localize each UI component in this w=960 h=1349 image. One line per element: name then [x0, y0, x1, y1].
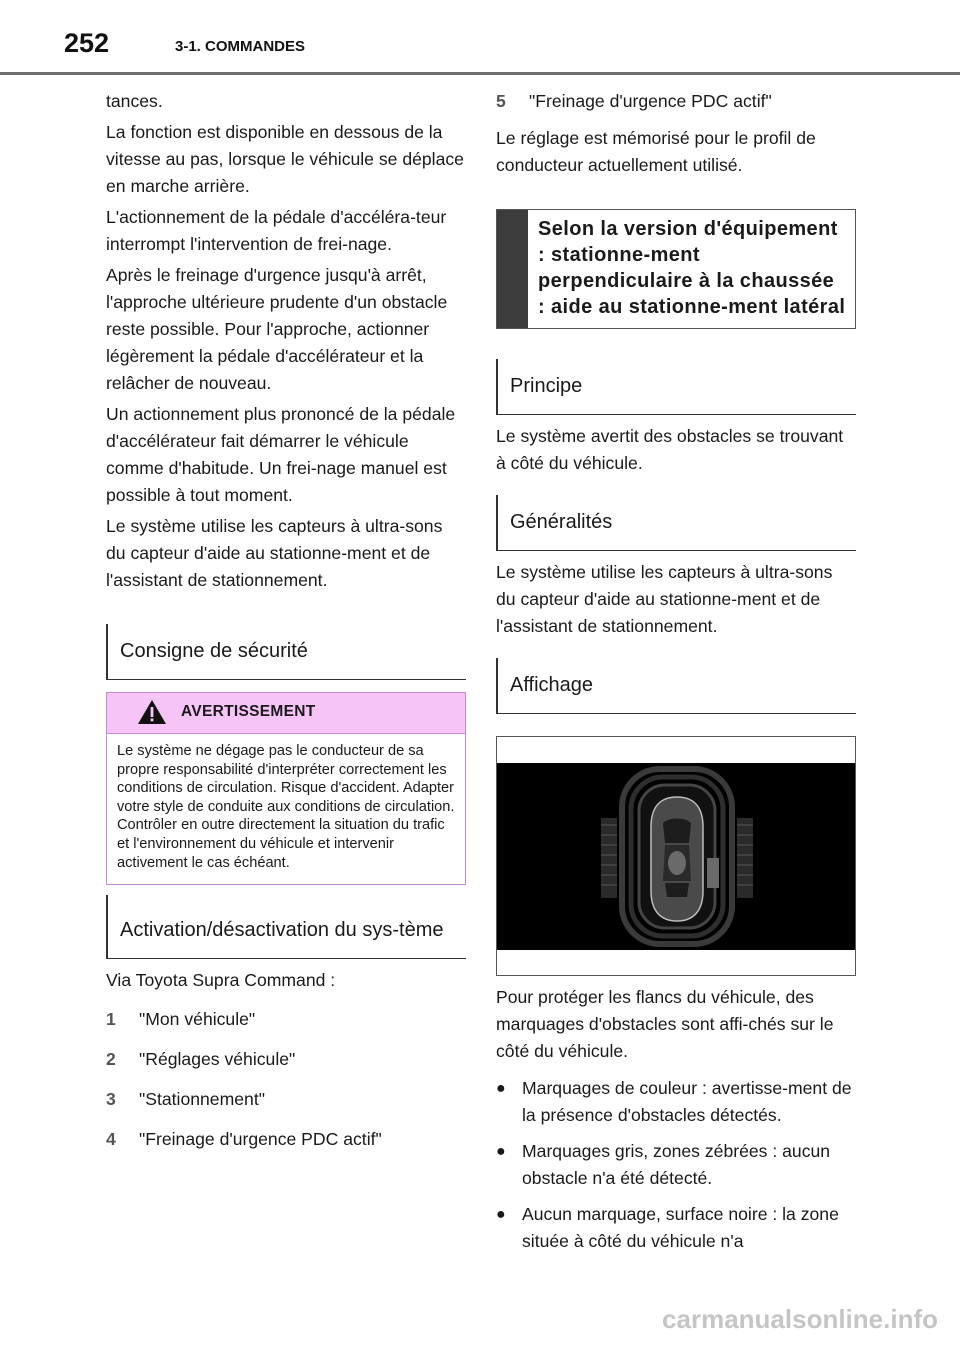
- principle-text: Le système avertit des obstacles se trouvant à côté du véhicule.: [496, 426, 844, 473]
- list-item: [496, 1075, 856, 1129]
- via-text: Via Toyota Supra Command :: [106, 970, 336, 991]
- step-number: 2: [106, 1049, 116, 1070]
- memorized-text: Le réglage est mémorisé pour le profil de conducteur actuellement utilisé.: [496, 128, 816, 175]
- parking-display-screen: [497, 763, 855, 950]
- step-text: "Freinage d'urgence PDC actif": [139, 1129, 382, 1150]
- step-item: [106, 1086, 466, 1113]
- step-number: 3: [106, 1089, 116, 1110]
- activation-heading: Activation/désactivation du sys-tème: [106, 895, 466, 959]
- warning-title: AVERTISSEMENT: [181, 703, 316, 720]
- paragraph: tances.: [106, 91, 163, 111]
- bullet-icon: ●: [496, 1080, 506, 1097]
- step-number: 1: [106, 1009, 116, 1030]
- protect-text: Pour protéger les flancs du véhicule, des marquages d'obstacles sont affi-chés sur le côté du véhicule.: [496, 987, 834, 1061]
- step-item: [496, 88, 856, 115]
- step-text: "Réglages véhicule": [139, 1049, 296, 1070]
- general-text: Le système utilise les capteurs à ultra-sons du capteur d'aide au stationne-ment et de l'assistant de stationnement.: [496, 562, 833, 636]
- right-column: [496, 88, 856, 1264]
- watermark: carmanualsonline.info: [662, 1304, 938, 1334]
- warning-header: [107, 693, 465, 734]
- list-item-text: Marquages de couleur : avertisse-ment de la présence d'obstacles détectés.: [522, 1078, 852, 1125]
- equipment-bar: [497, 210, 528, 328]
- step-text: "Stationnement": [139, 1089, 265, 1110]
- paragraph: La fonction est disponible en dessous de la vitesse au pas, lorsque le véhicule se déplace en marche arrière.: [106, 122, 464, 196]
- warning-text: Le système ne dégage pas le conducteur de sa propre responsabilité d'interpréter correctement les conditions de circulation. Risque d'accident. Adapter votre style de conduite aux conditions de circulation. Contrôler en outre directement la situation du trafic et l'environnement du véhicule et intervenir activement le cas échéant.: [117, 743, 455, 871]
- header-divider: [0, 72, 960, 75]
- step-number: 4: [106, 1129, 116, 1150]
- bullet-list: [496, 1075, 856, 1255]
- step-number: 5: [496, 91, 506, 111]
- list-item: [496, 1201, 856, 1255]
- safety-heading: Consigne de sécurité: [106, 624, 466, 680]
- paragraph: Après le freinage d'urgence jusqu'à arrêt, l'approche ultérieure prudente d'un obstacle reste possible. Pour l'approche, actionner légèrement la pédale d'accélérateur et la relâcher de nouveau.: [106, 265, 448, 393]
- principle-heading: Principe: [496, 359, 856, 415]
- parking-display-figure: [496, 736, 856, 976]
- car-top-view-illustration: [497, 763, 855, 950]
- step-text: "Freinage d'urgence PDC actif": [529, 91, 772, 111]
- left-column: [106, 88, 466, 1166]
- page-number: 252: [64, 28, 110, 58]
- general-heading: Généralités: [496, 495, 856, 551]
- bullet-icon: ●: [496, 1206, 506, 1223]
- step-item: [106, 1046, 466, 1073]
- step-item: [106, 1126, 466, 1153]
- step-item: [106, 1006, 466, 1033]
- list-item-text: Marquages gris, zones zébrées : aucun obstacle n'a été détecté.: [522, 1141, 831, 1188]
- equipment-box: [496, 209, 856, 329]
- list-item: [496, 1138, 856, 1192]
- warning-box: [106, 692, 466, 885]
- section-title: 3-1. COMMANDES: [175, 38, 306, 55]
- equipment-heading: Selon la version d'équipement : stationne-ment perpendiculaire à la chaussée : aide au stationne-ment latéral: [538, 218, 846, 318]
- paragraph: Un actionnement plus prononcé de la pédale d'accélérateur fait démarrer le véhicule comme d'habitude. Un frei-nage manuel est possible à tout moment.: [106, 404, 456, 505]
- list-item-text: Aucun marquage, surface noire : la zone située à côté du véhicule n'a: [522, 1204, 839, 1251]
- warning-triangle-icon: [137, 699, 167, 725]
- bullet-icon: ●: [496, 1143, 506, 1160]
- paragraph: Le système utilise les capteurs à ultra-sons du capteur d'aide au stationne-ment et de l'assistant de stationnement.: [106, 516, 443, 590]
- display-heading: Affichage: [496, 658, 856, 714]
- step-text: "Mon véhicule": [139, 1009, 256, 1030]
- paragraph: L'actionnement de la pédale d'accéléra-teur interrompt l'intervention de frei-nage.: [106, 207, 447, 254]
